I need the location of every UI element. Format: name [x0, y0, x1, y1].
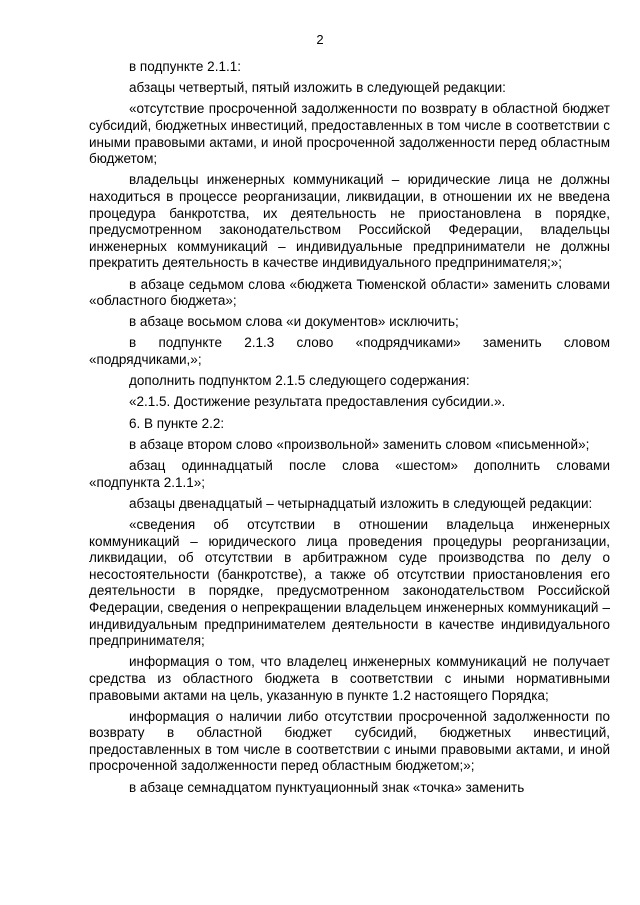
paragraph-10: 6. В пункте 2.2:: [129, 415, 225, 431]
paragraph-1: в подпункте 2.1.1:: [129, 59, 241, 74]
paragraph-12: абзац одиннадцатый после слова «шестом» дополнить словами «подпункта 2.1.1»;: [89, 458, 610, 490]
paragraph-7: в подпункте 2.1.3 слово «подрядчиками» заменить словом «подрядчиками,»;: [89, 335, 610, 368]
paragraph-11: в абзаце втором слово «произвольной» заменить словом «письменной»;: [129, 436, 590, 452]
paragraph-4: владельцы инженерных коммуникаций – юридические лица не должны находиться в процессе реорганизации, ликвидации, в отношении их не введена процедура банкротства, их деятельность не приостановлена в порядке, предусмотренном законодательством Российской Федерации, владельцы инженерных коммуникаций – индивидуальные предприниматели не должны прекратить деятельность в качестве индивидуального предпринимателя;»;: [89, 172, 610, 271]
paragraph-3: «отсутствие просроченной задолженности по возврату в областной бюджет субсидий, бюджетных инвестиций, предоставленных в том числе в соответствии с иными правовыми актами, и иной просроченной задолженности перед областным бюджетом;: [89, 101, 610, 167]
paragraph-5: в абзаце седьмом слова «бюджета Тюменской области» заменить словами «областного бюджета»;: [89, 276, 610, 309]
paragraph-2: абзацы четвертый, пятый изложить в следующей редакции:: [129, 80, 506, 96]
paragraph-16: информация о наличии либо отсутствии просроченной задолженности по возврату в областной бюджет субсидий, бюджетных инвестиций, предоставленных в том числе в соответствии с иными правовыми актами, и иной просроченной задолженности перед областным бюджетом;»;: [89, 708, 610, 774]
page-number: 2: [316, 32, 324, 47]
paragraph-14: «сведения об отсутствии в отношении владельца инженерных коммуникаций – юридического лица проведения процедуры реорганизации, ликвидации, об отсутствии в арбитражном суде производства по делу о несостоятельности (банкротстве), а также об отсутствии приостановления его деятельности в порядке, предусмотренном законодательством Российской Федерации, сведения о непрекращении владельцем инженерных коммуникаций – индивидуальным предпринимателем деятельности в качестве индивидуального предпринимателя;: [89, 516, 610, 649]
paragraph-13: абзацы двенадцатый – четырнадцатый изложить в следующей редакции:: [129, 495, 593, 511]
paragraph-17: в абзаце семнадцатом пунктуационный знак «точка» заменить: [129, 779, 525, 795]
paragraph-8: дополнить подпунктом 2.1.5 следующего содержания:: [129, 373, 470, 389]
paragraph-9: «2.1.5. Достижение результата предоставления субсидии.».: [129, 394, 506, 410]
paragraph-6: в абзаце восьмом слова «и документов» исключить;: [129, 314, 459, 330]
document-body: [89, 59, 610, 801]
paragraph-15: информация о том, что владелец инженерных коммуникаций не получает средства из областного бюджета в соответствии с иными нормативными правовыми актами на цель, указанную в пункте 1.2 настоящего Порядка;: [89, 654, 610, 703]
